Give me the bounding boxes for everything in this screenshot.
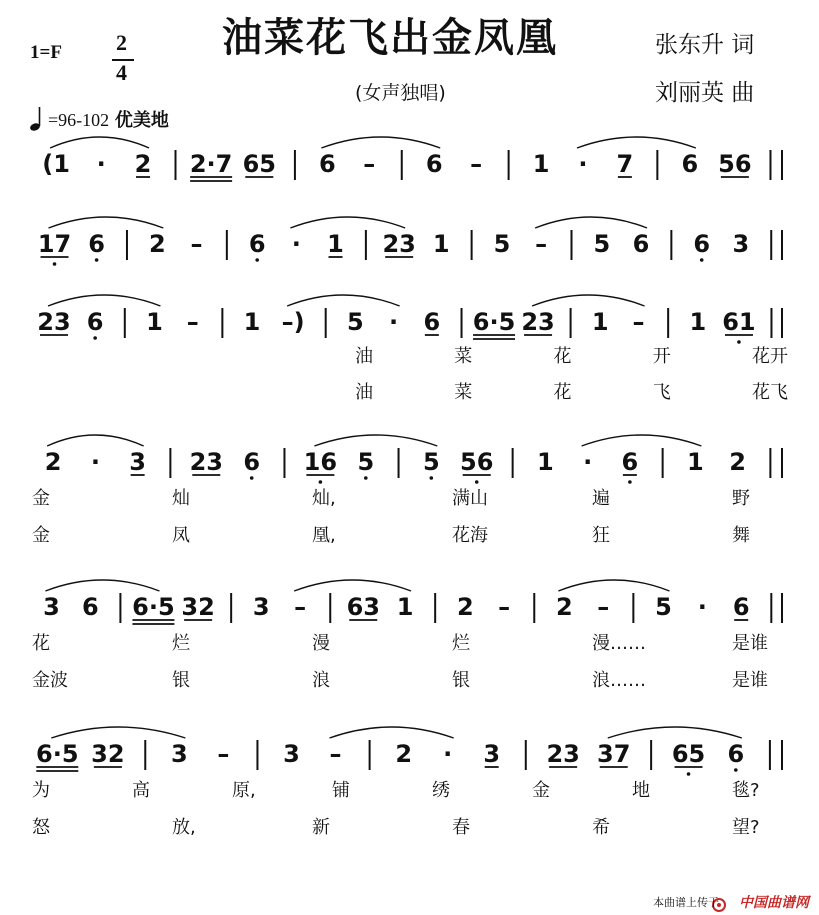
score-note: 6 [319,150,336,178]
score-note: 3 [129,448,146,476]
score-note: 1 [537,448,554,476]
slur-mark [51,727,185,738]
lyric-word: 新 [312,817,330,838]
score-note: 61 [722,308,756,336]
score-note: 6 [732,593,750,621]
score-note: 6 [86,308,104,336]
lyric-word: 舞 [732,525,750,546]
song-title: 油菜花飞出金凤凰 [222,15,558,61]
score-note: 16 [303,448,338,476]
score-note: – [470,150,483,178]
octave-dot [628,480,632,484]
score-note: 2 [729,448,746,476]
lyric-word: 地 [632,780,650,801]
score-note: 6 [632,230,650,258]
lyric-word: 怒 [32,817,50,838]
octave-dot [687,772,691,776]
score-note: 37 [597,740,631,768]
slur-mark [582,435,702,446]
slur-mark [48,295,160,306]
score-note: 23 [546,740,580,768]
octave-dot [95,258,99,262]
lyric-word: 希 [592,817,610,838]
score-note: 1 [689,308,707,336]
score-note: 2 [395,740,413,768]
octave-dot [734,768,738,772]
score-note: · [291,230,301,258]
score-note: 6 [621,448,639,476]
slur-mark [314,435,437,446]
lyric-word: 油 [355,382,373,403]
lyric-word: 金 [32,488,50,509]
lyric-word: 凤 [172,525,190,546]
score-note: · [443,740,453,768]
score-note: 5 [422,448,440,476]
lyric-word: 漫…… [592,633,646,654]
slur-mark [50,137,149,148]
lyric-word: 灿, [312,488,336,509]
score-note: 6·5 [472,308,516,336]
score-note: –) [281,308,305,336]
lyric-word: 是谁 [732,670,768,691]
score-note: 1 [591,308,609,336]
lyric-word: 菜 [454,382,473,403]
lyric-word: 银 [172,670,190,691]
slur-mark [290,217,405,228]
lyric-word: 漫 [312,633,330,654]
lyric-word: 花开 [752,346,788,367]
score-note: 2 [134,150,152,178]
score-note: 2 [556,593,573,621]
score-note: 1 [243,308,261,336]
lyric-word: 浪 [312,670,330,691]
score-note: 3 [732,230,750,258]
octave-dot [250,476,254,480]
score-note: · [583,448,593,476]
score-note: 32 [91,740,125,768]
slur-mark [294,580,411,591]
octave-dot [255,258,259,262]
slur-mark [49,217,164,228]
key-signature: 1=F [30,42,62,63]
lyric-word: 花海 [452,525,488,546]
score-note: – [632,308,645,336]
lyric-word: 毯? [732,780,760,801]
slur-mark [287,295,399,306]
score-note: – [294,593,307,621]
lyric-word: 花 [32,633,50,654]
score-note: 1 [687,448,704,476]
score-note: 2 [148,230,166,258]
lyric-word: 凰, [312,525,336,546]
score-note: – [597,593,610,621]
lyric-word: 原, [232,780,256,801]
octave-dot [429,476,433,480]
lyric-word: 金波 [32,670,68,691]
octave-dot [700,258,704,262]
score-note: 3 [252,593,270,621]
score-note: – [363,150,376,178]
score-note: 1 [396,593,414,621]
score-note: 6 [88,230,105,258]
lyric-word: 狂 [592,525,610,546]
slur-mark [577,137,696,148]
score-note: 3 [483,740,501,768]
score-note: 6 [693,230,711,258]
score-note: · [389,308,399,336]
score-note: 6·5 [132,593,175,621]
lyric-word: 金 [532,780,550,801]
slur-mark [330,727,454,738]
score-note: 6 [243,448,261,476]
score-note: 6 [425,150,443,178]
slur-mark [608,727,742,738]
score-note: 23 [382,230,416,258]
score-note: · [90,448,100,476]
score-note: 2 [456,593,474,621]
score-note: 2·7 [189,150,233,178]
score-note: – [217,740,230,768]
score-note: 1 [146,308,163,336]
score-note: 3 [283,740,300,768]
score-note: 3 [43,593,60,621]
lyric-word: 遍 [592,488,610,509]
score-note: – [498,593,511,621]
slur-mark [47,435,144,446]
score-note: 1 [432,230,450,258]
score-note: 23 [521,308,555,336]
footer-brand[interactable]: 中国曲谱网 [739,895,809,911]
score-note: 5 [593,230,611,258]
lyric-word: 金 [32,525,50,546]
time-signature-denominator: 4 [116,60,127,85]
score-note: · [578,150,588,178]
lyric-word: 浪…… [592,670,646,691]
score-note: 1 [532,150,550,178]
performance-subtitle: (女声独唱) [355,82,446,104]
score-note: 65 [671,740,706,768]
score-note: 5 [346,308,364,336]
score-note: – [329,740,342,768]
score-note: 6 [681,150,699,178]
lyric-word: 铺 [332,780,350,801]
score-note: 5 [655,593,672,621]
score-note: 5 [357,448,375,476]
score-note: 65 [242,150,277,178]
slur-mark [535,217,647,228]
lyric-word: 飞 [652,382,671,403]
score-note: – [190,230,203,258]
footer-upload-text: 本曲谱上传于 [653,896,719,909]
score-note: – [186,308,199,336]
lyric-word: 灿 [172,488,190,509]
tempo-description: 优美地 [114,110,169,131]
score-note: 7 [616,150,634,178]
octave-dot [93,336,97,340]
lyric-word: 花 [553,346,572,367]
score-note: 63 [346,593,380,621]
score-note: 32 [181,593,215,621]
lyric-word: 油 [355,346,373,367]
composer-credit: 刘丽英 曲 [655,80,755,106]
score-note: 17 [37,230,72,258]
lyricist-credit: 张东升 词 [655,32,755,58]
score-note: 56 [460,448,494,476]
slur-mark [45,580,159,591]
score-note: 3 [171,740,188,768]
tempo-value: =96-102 [48,110,110,130]
score-note: – [535,230,548,258]
lyric-word: 高 [132,780,150,801]
lyric-word: 花 [553,382,572,403]
slur-mark [321,137,440,148]
octave-dot [53,262,57,266]
lyric-word: 望? [732,817,760,838]
score-note: (1 [42,150,70,178]
score-note: · [96,150,106,178]
lyric-word: 烂 [172,633,190,654]
lyric-word: 春 [452,817,470,838]
score-note: 6 [81,593,99,621]
score-note: 23 [189,448,223,476]
score-note: · [697,593,707,621]
score-note: 6 [248,230,266,258]
time-signature-numerator: 2 [116,30,127,55]
score-note: 6·5 [36,740,79,768]
score-note: 5 [493,230,511,258]
score-note: 23 [37,308,71,336]
lyric-word: 开 [652,346,671,367]
lyric-word: 是谁 [732,633,768,654]
score-note: 6 [423,308,441,336]
slur-mark [558,580,669,591]
score-note: 6 [727,740,745,768]
lyric-word: 放, [172,817,196,838]
score-note: 2 [44,448,62,476]
score-note: 56 [718,150,752,178]
lyric-word: 为 [32,780,50,801]
lyric-word: 野 [732,488,750,509]
octave-dot [737,340,741,344]
lyric-word: 烂 [452,633,470,654]
lyric-word: 绣 [432,780,450,801]
slur-mark [532,295,644,306]
lyric-word: 花飞 [752,382,788,403]
lyric-word: 满山 [452,488,488,509]
lyric-word: 银 [452,670,470,691]
octave-dot [364,476,368,480]
score-note: 1 [327,230,344,258]
lyric-word: 菜 [454,346,473,367]
